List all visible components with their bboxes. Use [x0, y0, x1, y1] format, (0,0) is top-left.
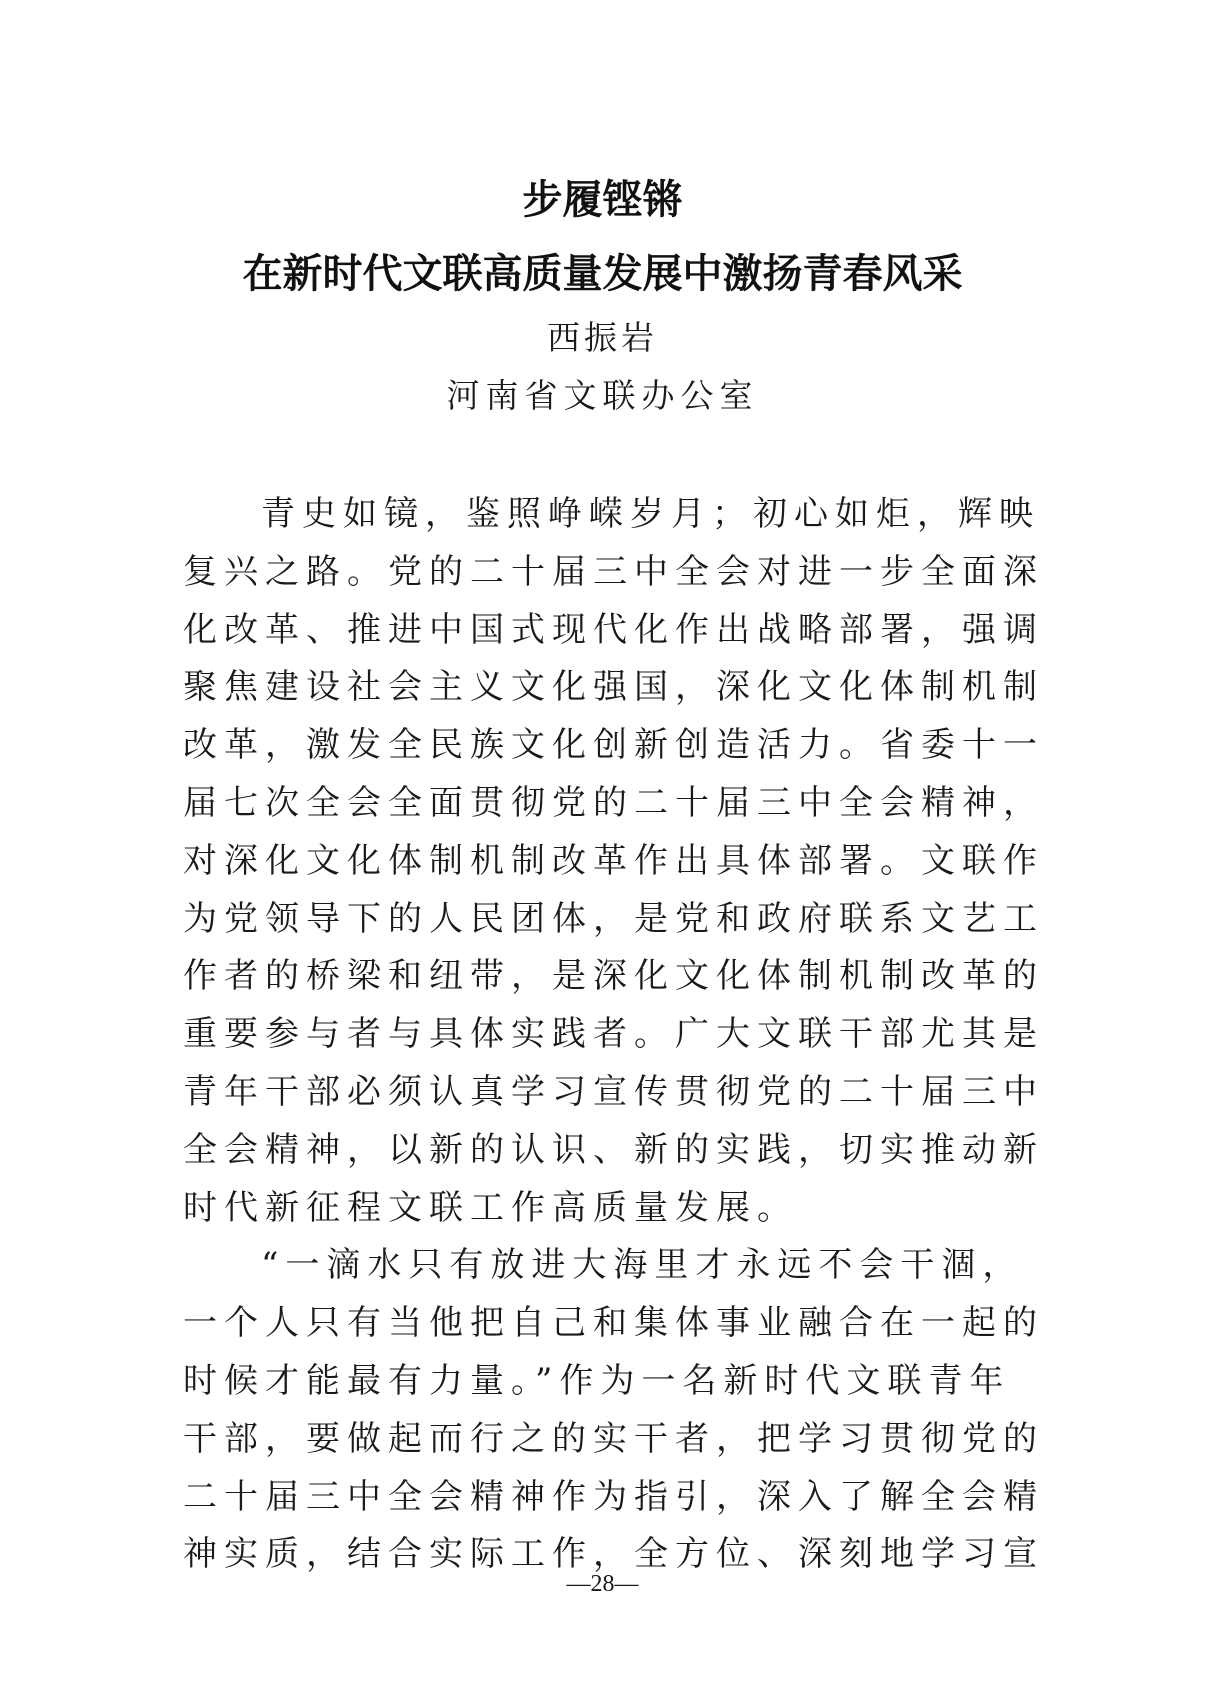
body-line: 作者的桥梁和纽带，是深化文化体制机制改革的 [183, 956, 1044, 997]
body-line: 时候才能最有力量。”作为一名新时代文联青年 [183, 1360, 1011, 1401]
body-line: 聚焦建设社会主义文化强国，深化文化体制机制 [183, 667, 1044, 708]
body-line: “一滴水只有放进大海里才永远不会干涸， [261, 1245, 1024, 1286]
body-line: 二十届三中全会精神作为指引，深入了解全会精 [183, 1476, 1044, 1517]
author-affiliation: 河南省文联办公室 [446, 376, 759, 415]
author-name: 西振岩 [547, 318, 658, 357]
body-line: 干部，要做起而行之的实干者，把学习贯彻党的 [183, 1418, 1044, 1459]
body-line: 一个人只有当他把自己和集体事业融合在一起的 [183, 1303, 1044, 1344]
article-body [183, 486, 1044, 1584]
body-line: 为党领导下的人民团体，是党和政府联系文艺工 [183, 898, 1044, 939]
body-line: 复兴之路。党的二十届三中全会对进一步全面深 [183, 551, 1044, 592]
body-line: 青年干部必须认真学习宣传贯彻党的二十届三中 [183, 1071, 1044, 1112]
body-line: 届七次全会全面贯彻党的二十届三中全会精神， [183, 782, 1044, 823]
body-line: 神实质，结合实际工作，全方位、深刻地学习宣 [183, 1534, 1044, 1575]
body-line: 全会精神，以新的认识、新的实践，切实推动新 [183, 1129, 1044, 1170]
body-line: 改革，激发全民族文化创新创造活力。省委十一 [183, 725, 1044, 766]
page-number: —28— [566, 1571, 639, 1597]
body-line: 重要参与者与具体实践者。广大文联干部尤其是 [183, 1014, 1044, 1055]
article-title: 步履铿锵 [522, 177, 683, 223]
body-line: 对深化文化体制机制改革作出具体部署。文联作 [183, 840, 1044, 881]
body-line: 化改革、推进中国式现代化作出战略部署，强调 [183, 609, 1044, 650]
body-line: 青史如镜，鉴照峥嵘岁月；初心如炬，辉映 [261, 494, 1040, 534]
body-line: 时代新征程文联工作高质量发展。 [183, 1187, 798, 1228]
article-subtitle: 在新时代文联高质量发展中激扬青春风采 [242, 251, 963, 297]
